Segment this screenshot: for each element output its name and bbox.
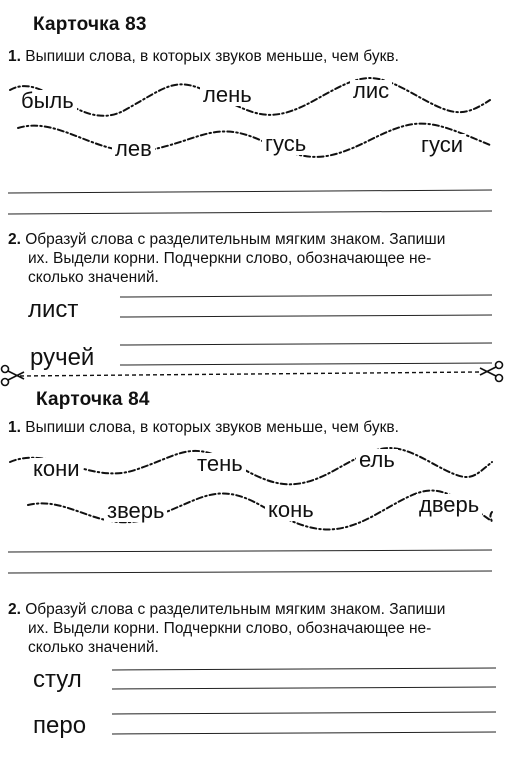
- answer-word: ручей: [30, 344, 95, 371]
- card-83-task-2: [8, 230, 478, 287]
- word-option: зверь: [104, 500, 167, 522]
- word-option: быль: [18, 90, 77, 112]
- word-option: тень: [194, 453, 246, 475]
- answer-word: перо: [33, 712, 87, 739]
- answer-word: лист: [28, 296, 79, 323]
- word-option: лень: [200, 84, 255, 106]
- answer-word: стул: [33, 666, 82, 693]
- task-text-line: сколько значений.: [28, 639, 159, 656]
- task-text-line: сколько значений.: [28, 269, 159, 286]
- task-number: 1.: [8, 419, 21, 436]
- word-option: гуси: [418, 134, 466, 156]
- word-option: гусь: [262, 133, 309, 155]
- card-83-title: Карточка 83: [33, 14, 147, 35]
- scissors-icon: [0, 364, 26, 388]
- card-84-task-2: [8, 600, 478, 657]
- task-number: 1.: [8, 48, 21, 65]
- task-text: Выпиши слова, в которых звуков меньше, чем букв.: [25, 419, 399, 436]
- task-text-line: их. Выдели корни. Подчеркни слово, обозначающее не-: [28, 250, 432, 267]
- word-option: ель: [356, 449, 398, 471]
- task-text: Выпиши слова, в которых звуков меньше, чем букв.: [25, 48, 399, 65]
- word-option: конь: [265, 499, 317, 521]
- task-text-line: их. Выдели корни. Подчеркни слово, обозначающее не-: [28, 620, 432, 637]
- task-number: 2.: [8, 601, 21, 618]
- card-84-task-1: [8, 418, 478, 437]
- task-text-line: Образуй слова с разделительным мягким знаком. Запиши: [25, 231, 446, 248]
- word-option: лев: [112, 138, 155, 160]
- task-text-line: Образуй слова с разделительным мягким знаком. Запиши: [25, 601, 446, 618]
- card-84-title: Карточка 84: [36, 389, 150, 410]
- task-number: 2.: [8, 231, 21, 248]
- word-option: кони: [30, 458, 83, 480]
- scissors-icon: [478, 360, 504, 384]
- word-option: лис: [350, 80, 392, 102]
- word-option: дверь: [416, 494, 482, 516]
